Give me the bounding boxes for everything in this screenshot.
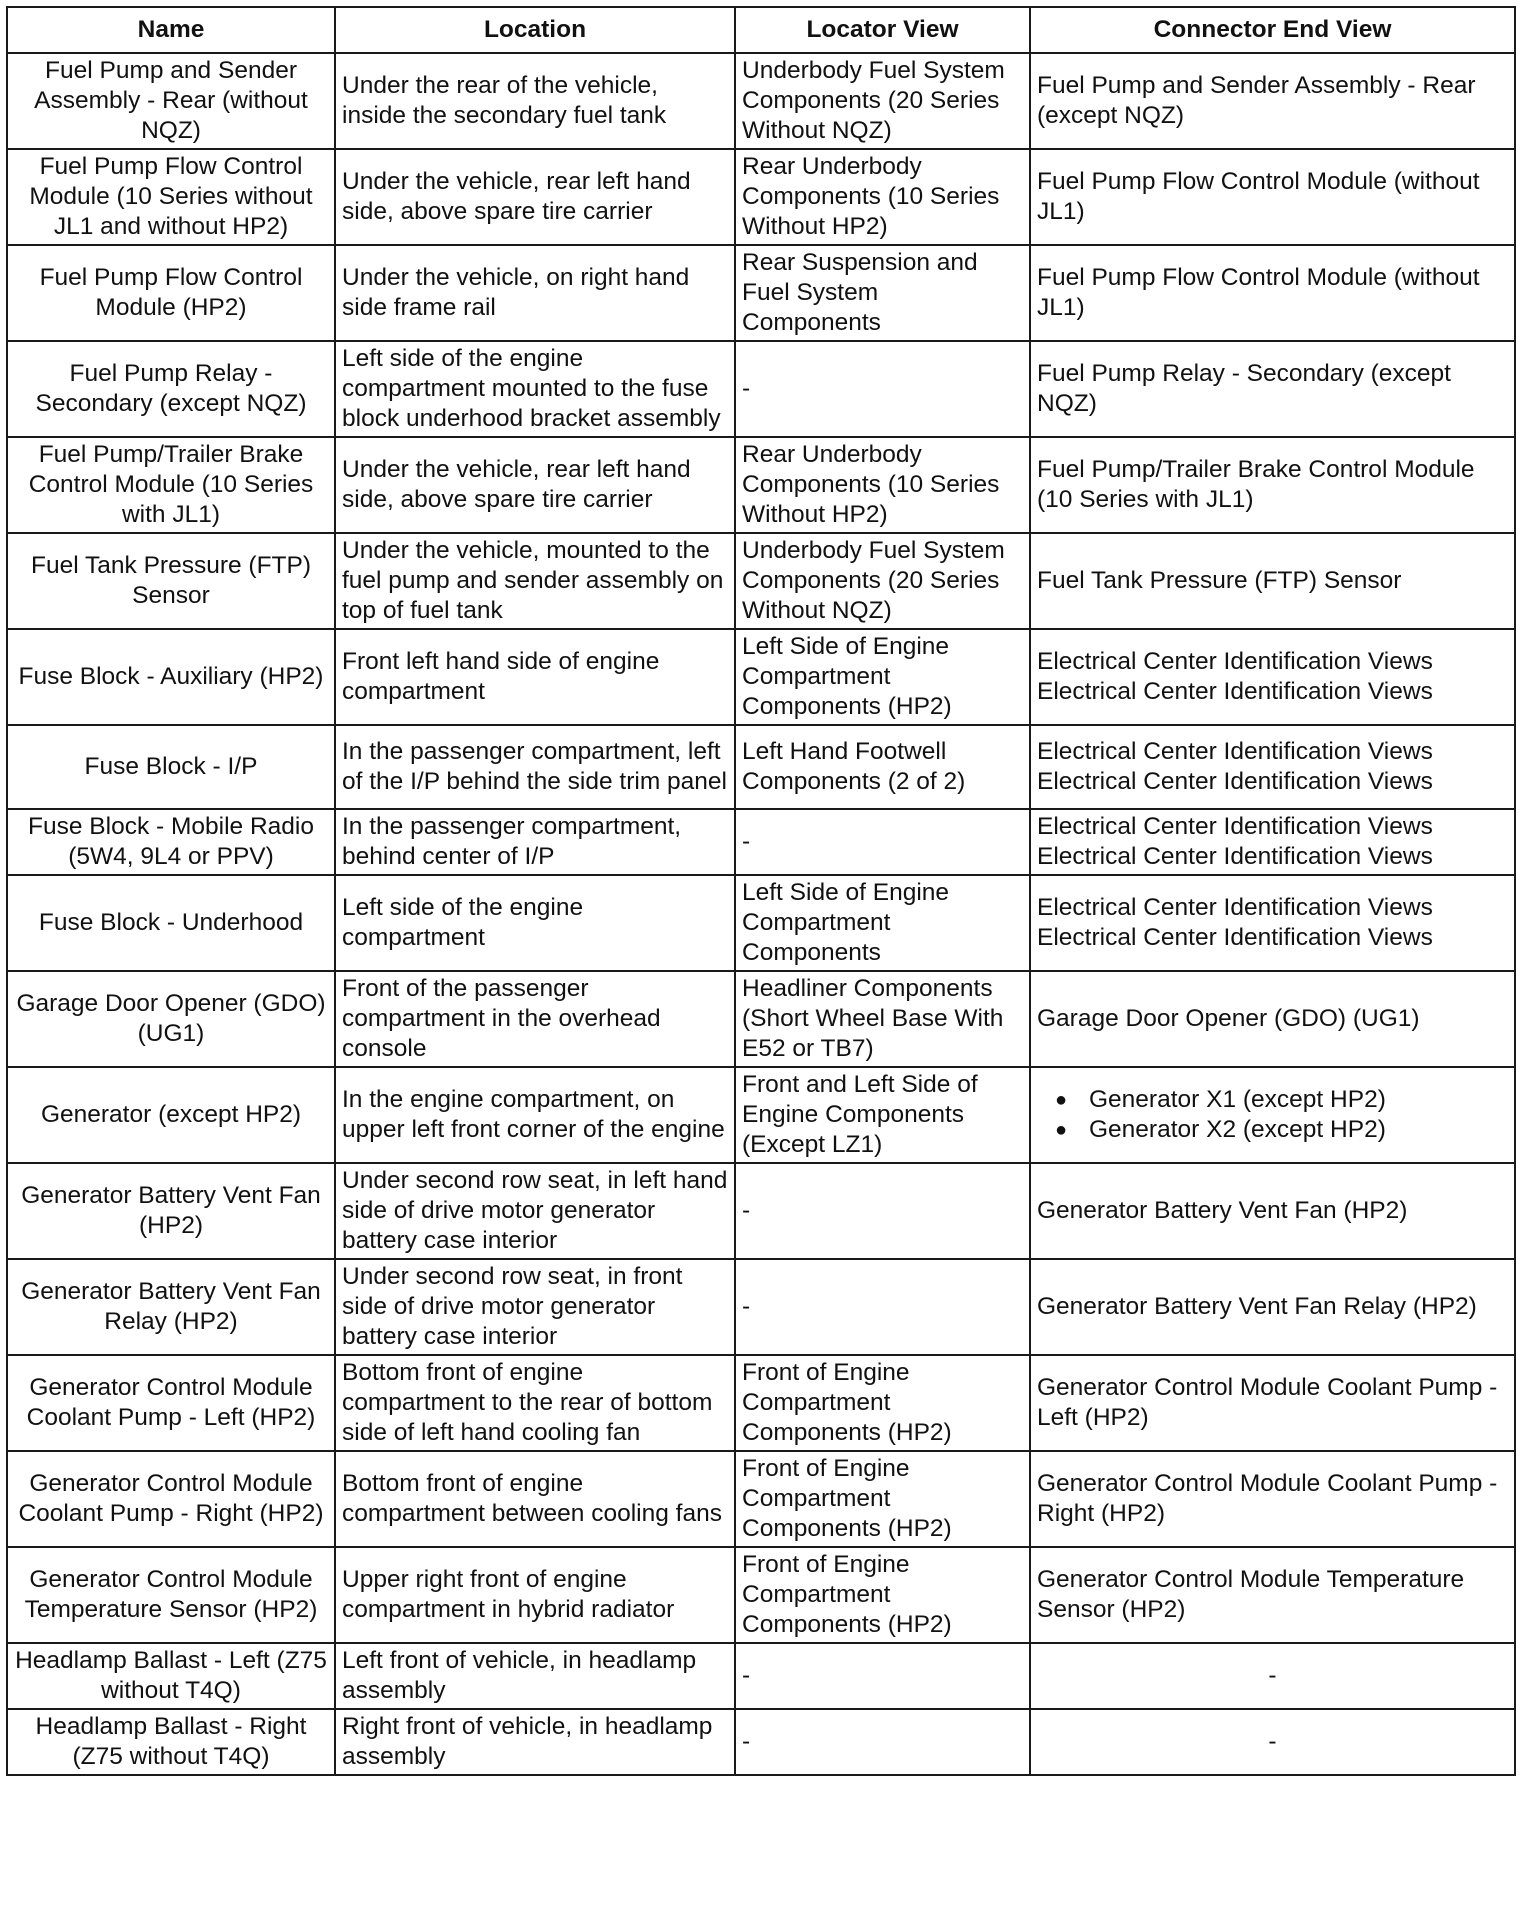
cell-connector-end-view [1030,809,1515,875]
cell-name: Fuse Block - Mobile Radio (5W4, 9L4 or PPV) [7,809,335,875]
table-row [7,245,1515,341]
table-row [7,1067,1515,1163]
cell-location: Under second row seat, in left hand side of drive motor generator battery case interior [335,1163,735,1259]
connector-view-link[interactable]: Electrical Center Identification Views [1037,738,1433,765]
connector-view-link[interactable]: Fuel Pump Relay - Secondary (except NQZ) [1037,360,1451,417]
cell-location: Under second row seat, in front side of drive motor generator battery case interior [335,1259,735,1355]
cell-connector-end-view [1030,341,1515,437]
connector-view-link[interactable]: Electrical Center Identification Views [1037,843,1433,870]
table-row [7,1709,1515,1775]
cell-connector-end-view: - [1030,1709,1515,1775]
table-row [7,533,1515,629]
cell-location: Under the rear of the vehicle, inside the secondary fuel tank [335,53,735,149]
connector-view-link[interactable]: Generator Control Module Coolant Pump - Right (HP2) [1037,1470,1498,1527]
table-row [7,149,1515,245]
cell-connector-end-view [1030,875,1515,971]
cell-locator-view: - [735,1259,1030,1355]
cell-connector-end-view [1030,533,1515,629]
cell-locator-view: Left Side of Engine Compartment Components [735,875,1030,971]
cell-name: Generator (except HP2) [7,1067,335,1163]
header-name: Name [7,7,335,53]
table-row [7,875,1515,971]
table-row [7,809,1515,875]
connector-view-link[interactable]: Fuel Pump/Trailer Brake Control Module (10 Series with JL1) [1037,456,1475,513]
cell-name: Headlamp Ballast - Right (Z75 without T4Q) [7,1709,335,1775]
cell-connector-end-view [1030,53,1515,149]
cell-location: Right front of vehicle, in headlamp assembly [335,1709,735,1775]
connector-view-link[interactable]: Fuel Pump Flow Control Module (without JL1) [1037,168,1480,225]
cell-name: Generator Battery Vent Fan (HP2) [7,1163,335,1259]
cell-locator-view: Front of Engine Compartment Components (HP2) [735,1547,1030,1643]
cell-name: Generator Control Module Coolant Pump - Left (HP2) [7,1355,335,1451]
cell-connector-end-view: - [1030,1643,1515,1709]
cell-connector-end-view [1030,1355,1515,1451]
connector-view-link[interactable]: Electrical Center Identification Views [1037,924,1433,951]
cell-location: Bottom front of engine compartment to the rear of bottom side of left hand cooling fan [335,1355,735,1451]
table-body [7,53,1515,1775]
cell-connector-end-view [1030,245,1515,341]
cell-location: In the engine compartment, on upper left front corner of the engine [335,1067,735,1163]
cell-connector-end-view [1030,1067,1515,1163]
cell-name: Fuel Pump Flow Control Module (HP2) [7,245,335,341]
cell-locator-view: - [735,809,1030,875]
cell-locator-view: - [735,1163,1030,1259]
cell-locator-view: Front of Engine Compartment Components (HP2) [735,1355,1030,1451]
table-row [7,341,1515,437]
cell-locator-view: Left Hand Footwell Components (2 of 2) [735,725,1030,809]
cell-location: Upper right front of engine compartment in hybrid radiator [335,1547,735,1643]
cell-locator-view: Rear Underbody Components (10 Series Without HP2) [735,437,1030,533]
cell-name: Headlamp Ballast - Left (Z75 without T4Q) [7,1643,335,1709]
cell-location: Left side of the engine compartment mounted to the fuse block underhood bracket assembly [335,341,735,437]
connector-view-link[interactable]: Fuel Pump and Sender Assembly - Rear (except NQZ) [1037,72,1476,129]
connector-view-link[interactable]: ● Generator X1 (except HP2) [1089,1085,1508,1115]
cell-connector-end-view [1030,725,1515,809]
connector-view-link[interactable]: Electrical Center Identification Views [1037,678,1433,705]
cell-location: Front of the passenger compartment in the overhead console [335,971,735,1067]
cell-name: Fuel Pump Flow Control Module (10 Series without JL1 and without HP2) [7,149,335,245]
connector-view-link[interactable]: Garage Door Opener (GDO) (UG1) [1037,1005,1420,1032]
table-row [7,1355,1515,1451]
table-row [7,437,1515,533]
header-connector-end-view: Connector End View [1030,7,1515,53]
cell-connector-end-view [1030,1547,1515,1643]
table-row [7,53,1515,149]
cell-location: Under the vehicle, rear left hand side, above spare tire carrier [335,149,735,245]
connector-view-link[interactable]: Electrical Center Identification Views [1037,813,1433,840]
cell-locator-view: Rear Underbody Components (10 Series Without HP2) [735,149,1030,245]
cell-locator-view: - [735,1709,1030,1775]
cell-location: Left side of the engine compartment [335,875,735,971]
table-row [7,1547,1515,1643]
cell-connector-end-view [1030,971,1515,1067]
table-row [7,1163,1515,1259]
cell-locator-view: Front of Engine Compartment Components (HP2) [735,1451,1030,1547]
connector-view-link[interactable]: ● Generator X2 (except HP2) [1089,1115,1508,1145]
cell-name: Fuse Block - Underhood [7,875,335,971]
cell-connector-end-view [1030,629,1515,725]
cell-locator-view: Underbody Fuel System Components (20 Series Without NQZ) [735,533,1030,629]
connector-view-link[interactable]: Generator Battery Vent Fan Relay (HP2) [1037,1293,1477,1320]
cell-name: Fuel Tank Pressure (FTP) Sensor [7,533,335,629]
cell-name: Garage Door Opener (GDO) (UG1) [7,971,335,1067]
connector-view-link[interactable]: Generator Control Module Coolant Pump - Left (HP2) [1037,1374,1498,1431]
connector-view-link[interactable]: Fuel Pump Flow Control Module (without JL1) [1037,264,1480,321]
cell-locator-view: - [735,1643,1030,1709]
cell-name: Fuel Pump and Sender Assembly - Rear (without NQZ) [7,53,335,149]
cell-connector-end-view [1030,1163,1515,1259]
cell-connector-end-view [1030,1451,1515,1547]
cell-connector-end-view [1030,1259,1515,1355]
cell-location: Left front of vehicle, in headlamp assembly [335,1643,735,1709]
header-location: Location [335,7,735,53]
connector-view-link[interactable]: Generator Control Module Temperature Sensor (HP2) [1037,1566,1465,1623]
table-row [7,1643,1515,1709]
cell-locator-view: Underbody Fuel System Components (20 Series Without NQZ) [735,53,1030,149]
connector-view-link[interactable]: Electrical Center Identification Views [1037,768,1433,795]
cell-location: Front left hand side of engine compartment [335,629,735,725]
cell-locator-view: Headliner Components (Short Wheel Base With E52 or TB7) [735,971,1030,1067]
table-row [7,1259,1515,1355]
table-row [7,629,1515,725]
connector-bullet-list [1037,1085,1508,1145]
component-locator-table [6,6,1516,1776]
connector-view-link[interactable]: Generator Battery Vent Fan (HP2) [1037,1197,1408,1224]
cell-connector-end-view [1030,149,1515,245]
cell-locator-view: - [735,341,1030,437]
connector-view-link[interactable]: Electrical Center Identification Views [1037,648,1433,675]
connector-view-link[interactable]: Electrical Center Identification Views [1037,894,1433,921]
cell-location: In the passenger compartment, left of the I/P behind the side trim panel [335,725,735,809]
table-row [7,971,1515,1067]
cell-name: Fuse Block - Auxiliary (HP2) [7,629,335,725]
header-locator-view: Locator View [735,7,1030,53]
header-row [7,7,1515,53]
cell-location: Under the vehicle, rear left hand side, above spare tire carrier [335,437,735,533]
cell-locator-view: Rear Suspension and Fuel System Components [735,245,1030,341]
cell-connector-end-view [1030,437,1515,533]
cell-name: Generator Control Module Coolant Pump - Right (HP2) [7,1451,335,1547]
cell-name: Generator Control Module Temperature Sensor (HP2) [7,1547,335,1643]
connector-view-link[interactable]: Fuel Tank Pressure (FTP) Sensor [1037,567,1402,594]
cell-name: Fuel Pump Relay - Secondary (except NQZ) [7,341,335,437]
table-row [7,725,1515,809]
cell-location: In the passenger compartment, behind center of I/P [335,809,735,875]
cell-name: Fuse Block - I/P [7,725,335,809]
table-row [7,1451,1515,1547]
cell-locator-view: Left Side of Engine Compartment Components (HP2) [735,629,1030,725]
component-locator-table-container [6,6,1514,1906]
cell-location: Under the vehicle, mounted to the fuel pump and sender assembly on top of fuel tank [335,533,735,629]
cell-name: Fuel Pump/Trailer Brake Control Module (10 Series with JL1) [7,437,335,533]
cell-name: Generator Battery Vent Fan Relay (HP2) [7,1259,335,1355]
cell-location: Bottom front of engine compartment between cooling fans [335,1451,735,1547]
cell-location: Under the vehicle, on right hand side frame rail [335,245,735,341]
cell-locator-view: Front and Left Side of Engine Components (Except LZ1) [735,1067,1030,1163]
